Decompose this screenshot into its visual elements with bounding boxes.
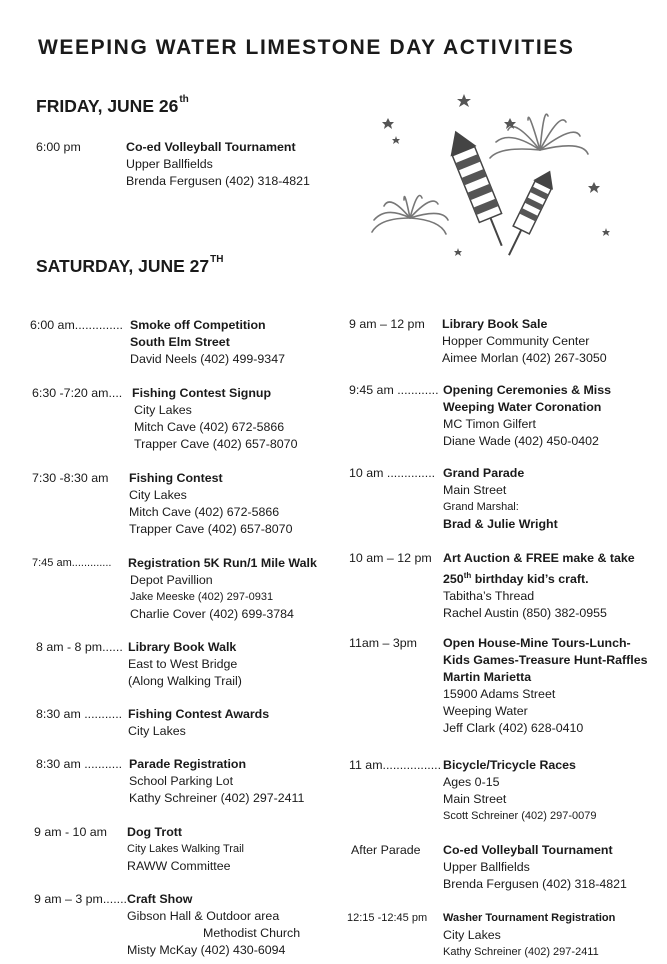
saturday-heading: SATURDAY, JUNE 27TH — [36, 254, 224, 276]
fireworks-rockets-icon — [362, 88, 622, 268]
page-title: WEEPING WATER LIMESTONE DAY ACTIVITIES — [38, 36, 575, 59]
friday-heading: FRIDAY, JUNE 26th — [36, 94, 189, 116]
